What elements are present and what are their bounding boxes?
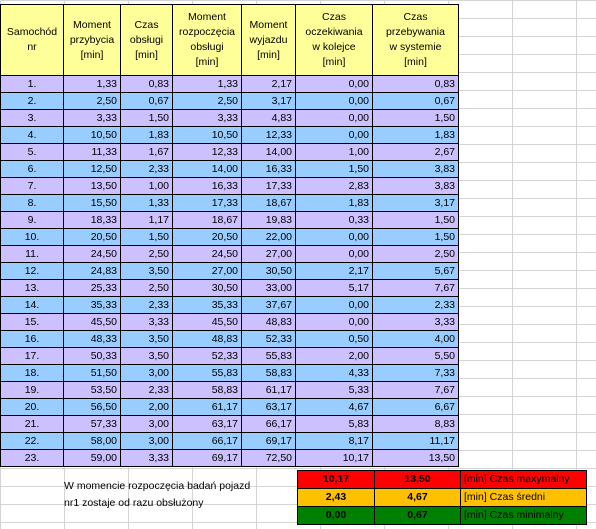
table-cell[interactable]: 10,50 — [64, 127, 121, 144]
table-cell[interactable]: 2,50 — [64, 93, 121, 110]
header-text: Czas — [403, 11, 428, 23]
table-body — [1, 76, 459, 467]
table-row — [1, 297, 459, 314]
table-cell[interactable]: 58,83 — [242, 365, 296, 382]
table-row — [1, 399, 459, 416]
avg-label-cell[interactable]: [min] Czas średni — [461, 489, 587, 507]
table-cell[interactable]: 18,33 — [64, 212, 121, 229]
simulation-table — [0, 4, 459, 467]
table-cell[interactable]: 0,67 — [121, 93, 173, 110]
table-cell[interactable]: 72,50 — [242, 450, 296, 467]
table-cell[interactable]: 69,17 — [173, 450, 242, 467]
table-cell[interactable]: 14,00 — [173, 161, 242, 178]
table-cell[interactable]: 5,67 — [373, 263, 459, 280]
header-text: Moment — [249, 18, 288, 31]
table-cell[interactable]: 5,33 — [296, 382, 373, 399]
header-text: Moment — [188, 11, 226, 23]
header-text: Czas — [322, 11, 346, 23]
table-cell[interactable]: 56,50 — [64, 399, 121, 416]
table-cell[interactable]: 6,67 — [373, 399, 459, 416]
header-text: [min] — [195, 56, 219, 68]
table-row — [1, 263, 459, 280]
table-cell[interactable]: 30,50 — [173, 280, 242, 297]
table-row — [1, 433, 459, 450]
table-row — [1, 212, 459, 229]
table-cell[interactable]: 12. — [1, 263, 64, 280]
header-text: oczekiwania — [305, 26, 363, 38]
table-row — [1, 144, 459, 161]
table-cell[interactable]: 3,00 — [121, 365, 173, 382]
table-cell[interactable]: 10,17 — [296, 450, 373, 467]
table-cell[interactable]: 21. — [1, 416, 64, 433]
table-cell[interactable]: 13,50 — [64, 178, 121, 195]
table-cell[interactable]: 24,50 — [173, 246, 242, 263]
table-cell[interactable]: 7,67 — [373, 280, 459, 297]
table-cell[interactable]: 2,00 — [296, 348, 373, 365]
table-cell[interactable]: 55,83 — [242, 348, 296, 365]
table-cell[interactable]: 14. — [1, 297, 64, 314]
table-cell[interactable]: 3,33 — [173, 110, 242, 127]
table-cell[interactable]: 11. — [1, 246, 64, 263]
note-text — [64, 478, 304, 512]
table-cell[interactable]: 1,83 — [373, 127, 459, 144]
summary-row-max — [298, 471, 587, 489]
header-text: [min] — [257, 48, 280, 61]
table-cell[interactable]: 17,33 — [173, 195, 242, 212]
table-cell[interactable]: 1,50 — [373, 110, 459, 127]
table-cell[interactable]: 66,17 — [173, 433, 242, 450]
header-cell-1[interactable] — [64, 5, 121, 76]
header-cell-6[interactable] — [373, 5, 459, 76]
summary-row-avg — [298, 489, 587, 507]
table-cell[interactable]: 3,83 — [373, 161, 459, 178]
table-cell[interactable]: 20,50 — [64, 229, 121, 246]
table-cell[interactable]: 3,33 — [121, 450, 173, 467]
table-cell[interactable]: 53,50 — [64, 382, 121, 399]
table-cell[interactable]: 18,67 — [242, 195, 296, 212]
table-cell[interactable]: 4,67 — [296, 399, 373, 416]
max-wait-cell[interactable]: 10,17 — [298, 471, 375, 489]
table-cell[interactable]: 57,33 — [64, 416, 121, 433]
table-cell[interactable]: 4,00 — [373, 331, 459, 348]
table-cell[interactable]: 3,50 — [121, 263, 173, 280]
table-cell[interactable]: 2,83 — [296, 178, 373, 195]
table-cell[interactable]: 13,50 — [373, 450, 459, 467]
table-row — [1, 450, 459, 467]
table-cell[interactable]: 30,50 — [242, 263, 296, 280]
table-cell[interactable]: 35,33 — [173, 297, 242, 314]
header-text: [min] — [322, 56, 346, 68]
table-cell[interactable]: 1,83 — [296, 195, 373, 212]
table-cell[interactable]: 0,67 — [373, 93, 459, 110]
table-cell[interactable]: 35,33 — [64, 297, 121, 314]
table-cell[interactable]: 37,67 — [242, 297, 296, 314]
table-cell[interactable]: 61,17 — [242, 382, 296, 399]
table-cell[interactable]: 50,33 — [64, 348, 121, 365]
table-row — [1, 246, 459, 263]
table-cell[interactable]: 45,50 — [173, 314, 242, 331]
table-cell[interactable]: 1,67 — [121, 144, 173, 161]
table-cell[interactable]: 3,17 — [242, 93, 296, 110]
table-cell[interactable]: 6. — [1, 161, 64, 178]
table-cell[interactable]: 3,00 — [121, 416, 173, 433]
table-cell[interactable]: 59,00 — [64, 450, 121, 467]
header-text: rozpoczęcia — [178, 26, 236, 38]
avg-wait-cell[interactable]: 2,43 — [298, 489, 375, 507]
header-cell-4[interactable] — [242, 5, 296, 76]
table-cell[interactable]: 17,33 — [242, 178, 296, 195]
table-cell[interactable]: 2,17 — [296, 263, 373, 280]
table-cell[interactable]: 24,83 — [64, 263, 121, 280]
table-cell[interactable]: 24,50 — [64, 246, 121, 263]
table-cell[interactable]: 1. — [1, 76, 64, 93]
table-cell[interactable]: 20,50 — [173, 229, 242, 246]
table-cell[interactable]: 7. — [1, 178, 64, 195]
table-cell[interactable]: 14,00 — [242, 144, 296, 161]
summary-table — [297, 470, 587, 525]
table-cell[interactable]: 11,33 — [64, 144, 121, 161]
table-cell[interactable]: 5,83 — [296, 416, 373, 433]
header-text: w systemie — [389, 41, 442, 53]
header-text: [min] — [80, 48, 104, 61]
table-cell[interactable]: 9. — [1, 212, 64, 229]
table-cell[interactable]: 66,17 — [242, 416, 296, 433]
table-cell[interactable]: 0,00 — [296, 314, 373, 331]
table-cell[interactable]: 0,83 — [121, 76, 173, 93]
table-cell[interactable]: 7,33 — [373, 365, 459, 382]
header-cell-5[interactable] — [296, 5, 373, 76]
table-cell[interactable]: 13. — [1, 280, 64, 297]
table-cell[interactable]: 18,67 — [173, 212, 242, 229]
table-cell[interactable]: 58,00 — [64, 433, 121, 450]
header-cell-2[interactable] — [121, 5, 173, 76]
table-row — [1, 161, 459, 178]
table-cell[interactable]: 1,33 — [121, 195, 173, 212]
table-cell[interactable]: 1,17 — [121, 212, 173, 229]
table-row — [1, 280, 459, 297]
table-cell[interactable]: 3,33 — [121, 314, 173, 331]
table-cell[interactable]: 22. — [1, 433, 64, 450]
table-cell[interactable]: 4. — [1, 127, 64, 144]
table-cell[interactable]: 2,00 — [121, 399, 173, 416]
table-cell[interactable]: 0,83 — [373, 76, 459, 93]
table-cell[interactable]: 25,33 — [64, 280, 121, 297]
table-cell[interactable]: 15. — [1, 314, 64, 331]
table-cell[interactable]: 1,33 — [64, 76, 121, 93]
table-row — [1, 314, 459, 331]
table-cell[interactable]: 8,83 — [373, 416, 459, 433]
table-cell[interactable]: 4,33 — [296, 365, 373, 382]
table-cell[interactable]: 3. — [1, 110, 64, 127]
table-cell[interactable]: 7,67 — [373, 382, 459, 399]
table-cell[interactable]: 2,67 — [373, 144, 459, 161]
note-line-2[interactable]: nr1 zostaje od razu obsłużony — [64, 497, 204, 509]
table-row — [1, 195, 459, 212]
header-text: Samochód — [6, 26, 58, 38]
table-cell[interactable]: 3,17 — [373, 195, 459, 212]
table-cell[interactable]: 2,50 — [373, 246, 459, 263]
header-text: wyjazdu — [249, 33, 288, 46]
table-row — [1, 127, 459, 144]
table-cell[interactable]: 1,00 — [296, 144, 373, 161]
table-cell[interactable]: 10,50 — [173, 127, 242, 144]
note-line-1[interactable]: W momencie rozpoczęcia badań pojazd — [64, 480, 251, 492]
table-cell[interactable]: 23. — [1, 450, 64, 467]
table-cell[interactable]: 19. — [1, 382, 64, 399]
table-cell[interactable]: 3,50 — [121, 331, 173, 348]
table-cell[interactable]: 0,00 — [296, 76, 373, 93]
table-cell[interactable]: 11,17 — [373, 433, 459, 450]
table-cell[interactable]: 2,17 — [242, 76, 296, 93]
header-text: [min] — [404, 56, 427, 68]
table-cell[interactable]: 27,00 — [242, 246, 296, 263]
table-cell[interactable]: 3,83 — [373, 178, 459, 195]
header-text: Czas — [134, 18, 159, 31]
table-cell[interactable]: 51,50 — [64, 365, 121, 382]
min-label-cell[interactable]: [min] Czas minimalny — [461, 507, 587, 525]
table-row — [1, 178, 459, 195]
table-cell[interactable]: 2. — [1, 93, 64, 110]
table-cell[interactable]: 1,50 — [296, 161, 373, 178]
table-cell[interactable]: 63,17 — [173, 416, 242, 433]
table-cell[interactable]: 1,50 — [373, 229, 459, 246]
avg-system-cell[interactable]: 4,67 — [375, 489, 461, 507]
table-cell[interactable]: 0,50 — [296, 331, 373, 348]
header-text: nr — [27, 41, 37, 53]
table-cell[interactable]: 0,00 — [296, 246, 373, 263]
table-row — [1, 331, 459, 348]
header-row — [1, 5, 459, 76]
table-cell[interactable]: 22,00 — [242, 229, 296, 246]
table-cell[interactable]: 3,00 — [121, 433, 173, 450]
header-cell-0[interactable] — [1, 5, 64, 76]
header-cell-3[interactable] — [173, 5, 242, 76]
table-cell[interactable]: 48,33 — [64, 331, 121, 348]
header-text: obsługi — [129, 33, 164, 46]
table-cell[interactable]: 8. — [1, 195, 64, 212]
table-cell[interactable]: 1,00 — [121, 178, 173, 195]
min-system-cell[interactable]: 0,67 — [375, 507, 461, 525]
table-cell[interactable]: 1,50 — [121, 229, 173, 246]
table-row — [1, 76, 459, 93]
table-cell[interactable]: 61,17 — [173, 399, 242, 416]
header-text: przebywania — [386, 26, 445, 38]
min-wait-cell[interactable]: 0,00 — [298, 507, 375, 525]
table-cell[interactable]: 2,50 — [121, 246, 173, 263]
header-text: Moment — [73, 18, 111, 31]
table-cell[interactable]: 0,00 — [296, 229, 373, 246]
table-cell[interactable]: 1,33 — [173, 76, 242, 93]
table-cell[interactable]: 2,50 — [121, 280, 173, 297]
table-cell[interactable]: 10. — [1, 229, 64, 246]
header-text: w kolejce — [312, 41, 356, 53]
table-row — [1, 382, 459, 399]
table-row — [1, 365, 459, 382]
table-cell[interactable]: 0,00 — [296, 127, 373, 144]
table-cell[interactable]: 69,17 — [242, 433, 296, 450]
table-cell[interactable]: 33,00 — [242, 280, 296, 297]
table-cell[interactable]: 2,33 — [121, 382, 173, 399]
table-cell[interactable]: 2,50 — [173, 93, 242, 110]
table-cell[interactable]: 5. — [1, 144, 64, 161]
table-cell[interactable]: 4,83 — [242, 110, 296, 127]
table-cell[interactable]: 0,00 — [296, 110, 373, 127]
table-cell[interactable]: 48,83 — [242, 314, 296, 331]
table-cell[interactable]: 2,33 — [121, 297, 173, 314]
table-cell[interactable]: 1,50 — [121, 110, 173, 127]
table-cell[interactable]: 3,33 — [64, 110, 121, 127]
max-label-cell[interactable]: [min] Czas maxymalny — [461, 471, 587, 489]
table-cell[interactable]: 2,33 — [121, 161, 173, 178]
summary-row-min — [298, 507, 587, 525]
table-cell[interactable]: 3,33 — [373, 314, 459, 331]
table-cell[interactable]: 0,00 — [296, 297, 373, 314]
table-cell[interactable]: 27,00 — [173, 263, 242, 280]
table-cell[interactable]: 15,50 — [64, 195, 121, 212]
table-row — [1, 93, 459, 110]
table-cell[interactable]: 8,17 — [296, 433, 373, 450]
table-cell[interactable]: 1,83 — [121, 127, 173, 144]
table-row — [1, 416, 459, 433]
table-cell[interactable]: 20. — [1, 399, 64, 416]
table-cell[interactable]: 52,33 — [173, 348, 242, 365]
table-cell[interactable]: 0,33 — [296, 212, 373, 229]
table-row — [1, 110, 459, 127]
max-system-cell[interactable]: 13,50 — [375, 471, 461, 489]
table-cell[interactable]: 48,83 — [173, 331, 242, 348]
table-cell[interactable]: 55,83 — [173, 365, 242, 382]
table-cell[interactable]: 16,33 — [173, 178, 242, 195]
table-row — [1, 348, 459, 365]
header-text: przybycia — [69, 33, 115, 46]
table-cell[interactable]: 58,83 — [173, 382, 242, 399]
table-cell[interactable]: 52,33 — [242, 331, 296, 348]
table-cell[interactable]: 5,17 — [296, 280, 373, 297]
table-cell[interactable]: 1,50 — [373, 212, 459, 229]
table-cell[interactable]: 19,83 — [242, 212, 296, 229]
header-text: obsługi — [190, 41, 224, 53]
table-cell[interactable]: 12,50 — [64, 161, 121, 178]
header-text: [min] — [135, 48, 158, 61]
table-cell[interactable]: 3,50 — [121, 348, 173, 365]
table-cell[interactable]: 63,17 — [242, 399, 296, 416]
table-cell[interactable]: 45,50 — [64, 314, 121, 331]
table-cell[interactable]: 18. — [1, 365, 64, 382]
table-cell[interactable]: 0,00 — [296, 93, 373, 110]
table-row — [1, 229, 459, 246]
table-cell[interactable]: 16,33 — [242, 161, 296, 178]
table-cell[interactable]: 12,33 — [242, 127, 296, 144]
table-cell[interactable]: 5,50 — [373, 348, 459, 365]
table-cell[interactable]: 12,33 — [173, 144, 242, 161]
table-cell[interactable]: 16. — [1, 331, 64, 348]
table-cell[interactable]: 17. — [1, 348, 64, 365]
table-cell[interactable]: 2,33 — [373, 297, 459, 314]
